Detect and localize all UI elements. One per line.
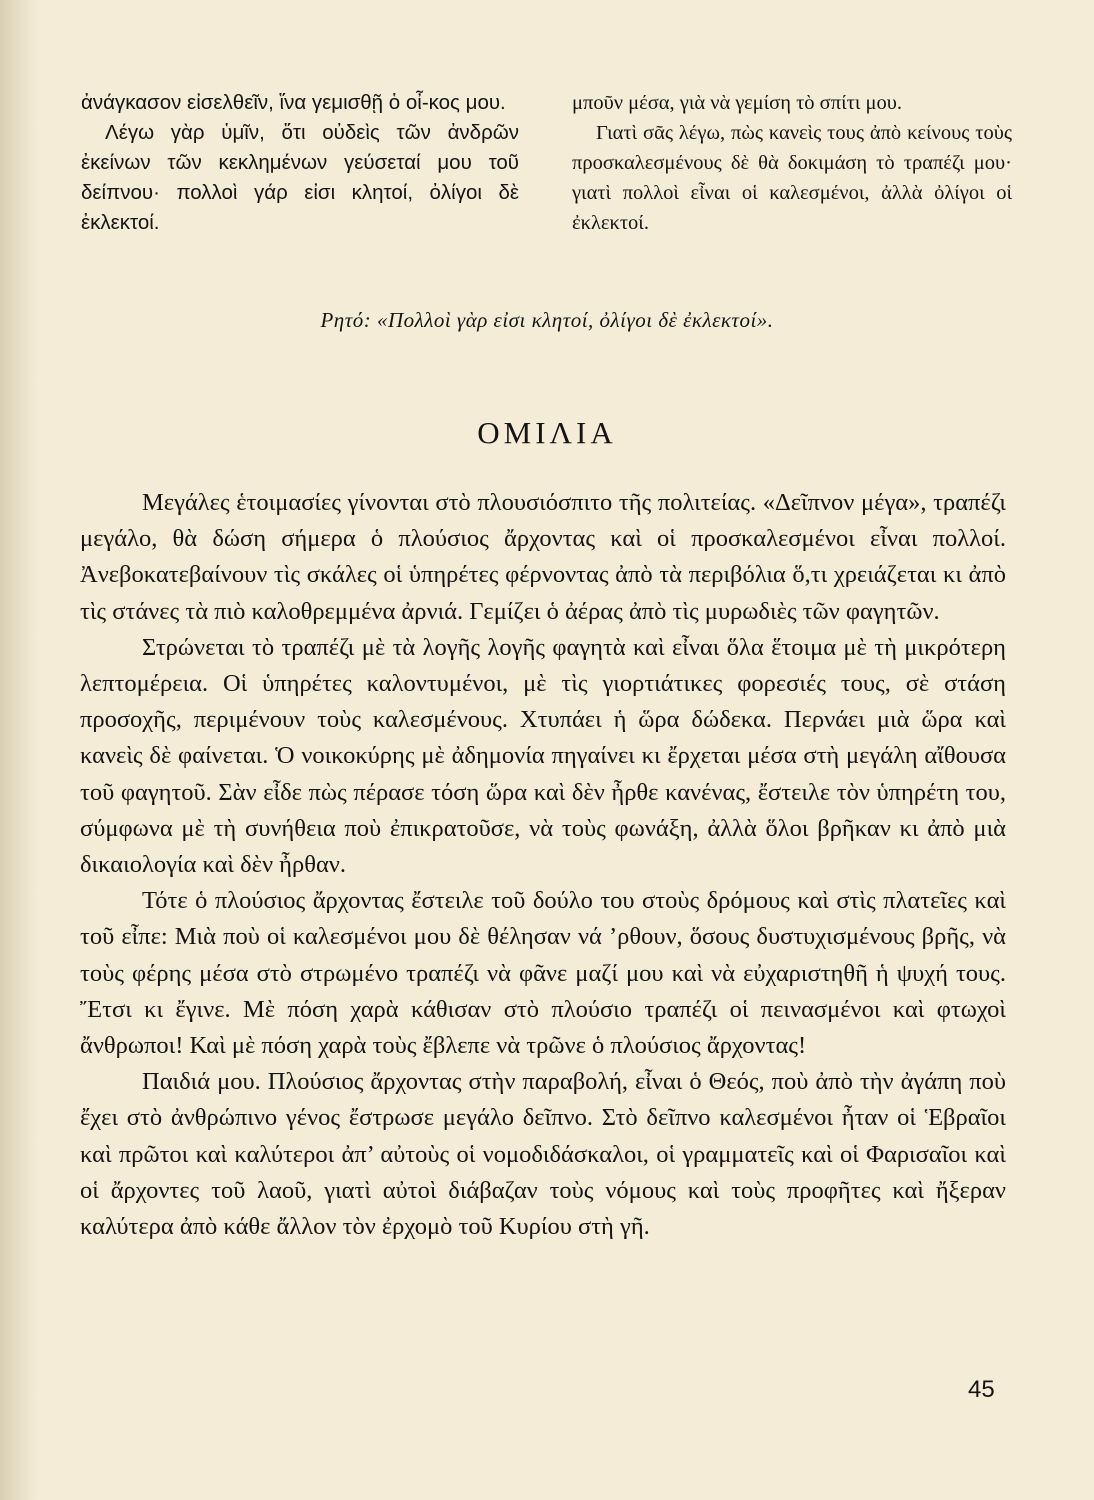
verse-modern-text	[572, 88, 1012, 238]
homily-paragraph-3: Τότε ὁ πλούσιος ἄρχοντας ἔστειλε τοῦ δούλο του στοὺς δρόμους καὶ στὶς πλατεῖες καὶ τοῦ εἶπε: Μιὰ ποὺ οἱ καλεσμένοι μου δὲ θέλησαν νά ’ρθουν, ὅσους δυστυχισμένους βρῆς, νὰ τοὺς φέρης μέσα στὸ στρωμένο τραπέζι νὰ φᾶνε μαζί μου καὶ νὰ εὐχαριστηθῆ ἡ ψυχή τους. Ἔτσι κι ἔγινε. Μὲ πόση χαρὰ κάθισαν στὸ πλούσιο τραπέζι οἱ πεινασμένοι καὶ φτωχοὶ ἄνθρωποι! Καὶ μὲ πόση χαρὰ τοὺς ἔβλεπε νὰ τρῶνε ὁ πλούσιος ἄρχοντας!	[80, 887, 1006, 1060]
homily-title: ΟΜΙΛΙΑ	[477, 415, 617, 450]
verse-modern-line-1: μποῦν μέσα, γιὰ νὰ γεμίση τὸ σπίτι μου.	[572, 92, 902, 114]
quote-line	[0, 308, 1094, 333]
quote-text: «Πολλοὶ γὰρ εἰσι κλητοί, ὀλίγοι δὲ ἐκλεκτοί».	[376, 308, 774, 332]
verse-original-line-2: Λέγω γὰρ ὑμῖν, ὅτι οὐδεὶς τῶν ἀνδρῶν ἐκείνων τῶν κεκλημένων γεύσεταί μου τοῦ δείπνου· πολλοὶ γάρ εἰσι κλητοί, ὀλίγοι δὲ ἐκλεκτοί.	[81, 121, 519, 234]
homily-paragraph-4: Παιδιά μου. Πλούσιος ἄρχοντας στὴν παραβολή, εἶναι ὁ Θεός, ποὺ ἀπὸ τὴν ἀγάπη ποὺ ἔχει στὸ ἀνθρώπινο γένος ἔστρωσε μεγάλο δεῖπνο. Στὸ δεῖπνο καλεσμένοι ἦταν οἱ Ἑβραῖοι καὶ πρῶτοι καὶ καλύτεροι ἀπ’ αὐτοὺς οἱ νομοδιδάσκαλοι, οἱ γραμματεῖς καὶ οἱ Φαρισαῖοι καὶ οἱ ἄρχοντες τοῦ λαοῦ, γιατὶ αὐτοὶ διάβαζαν τοὺς νόμους καὶ τοὺς προφῆτες καὶ ἤξεραν καλύτερα ἀπὸ κάθε ἄλλον τὸν ἐρχομὸ τοῦ Κυρίου στὴ γῆ.	[80, 1068, 1006, 1241]
homily-body	[80, 485, 1006, 1245]
verse-original-text	[81, 88, 519, 238]
verse-original-line-1: ἀνάγκασον εἰσελθεῖν, ἵνα γεμισθῇ ὁ οἶ-κος μου.	[81, 91, 506, 114]
homily-paragraph-1: Μεγάλες ἑτοιμασίες γίνονται στὸ πλουσιόσπιτο τῆς πολιτείας. «Δεῖπνον μέγα», τραπέζι μεγάλο, θὰ δώση σήμερα ὁ πλούσιος ἄρχοντας καὶ οἱ προσκαλεσμένοι εἶναι πολλοί. Ἀνεβοκατεβαίνουν τὶς σκάλες οἱ ὑπηρέτες φέρνοντας ἀπὸ τὰ περιβόλια ὅ,τι χρειάζεται κι ἀπὸ τὶς στάνες τὰ πιὸ καλοθρεμμένα ἀρνιά. Γεμίζει ὁ ἀέρας ἀπὸ τὶς μυρωδιὲς τῶν φαγητῶν.	[80, 489, 1006, 625]
page-number: 45	[968, 1376, 995, 1403]
homily-paragraph-2: Στρώνεται τὸ τραπέζι μὲ τὰ λογῆς λογῆς φαγητὰ καὶ εἶναι ὅλα ἕτοιμα μὲ τὴ μικρότερη λεπτομέρεια. Οἱ ὑπηρέτες καλοντυμένοι, μὲ τὶς γιορτιάτικες φορεσιές τους, σὲ στάση προσοχῆς, περιμένουν τοὺς καλεσμένους. Χτυπάει ἡ ὥρα δώδεκα. Περνάει μιὰ ὥρα καὶ κανεὶς δὲ φαίνεται. Ὁ νοικοκύρης μὲ ἀδημονία πηγαίνει κι ἔρχεται μέσα στὴ μεγάλη αἴθουσα τοῦ φαγητοῦ. Σὰν εἶδε πὼς πέρασε τόση ὥρα καὶ δὲν ἦρθε κανένας, ἔστειλε τὸν ὑπηρέτη του, σύμφωνα μὲ τὴ συνήθεια ποὺ ἐπικρατοῦσε, νὰ τοὺς φωνάξη, ἀλλὰ ὅλοι βρῆκαν κι ἀπὸ μιὰ δικαιολογία καὶ δὲν ἦρθαν.	[80, 633, 1006, 879]
page-gutter	[0, 0, 38, 1500]
verse-modern-line-2: Γιατὶ σᾶς λέγω, πὼς κανεὶς τους ἀπὸ κείνους τοὺς προσκαλεσμένους δὲ θὰ δοκιμάση τὸ τραπέζι μου· γιατὶ πολλοὶ εἶναι οἱ καλεσμένοι, ἀλλὰ ὀλίγοι οἱ ἐκλεκτοί.	[572, 122, 1012, 234]
quote-label: Ρητό:	[320, 308, 372, 332]
